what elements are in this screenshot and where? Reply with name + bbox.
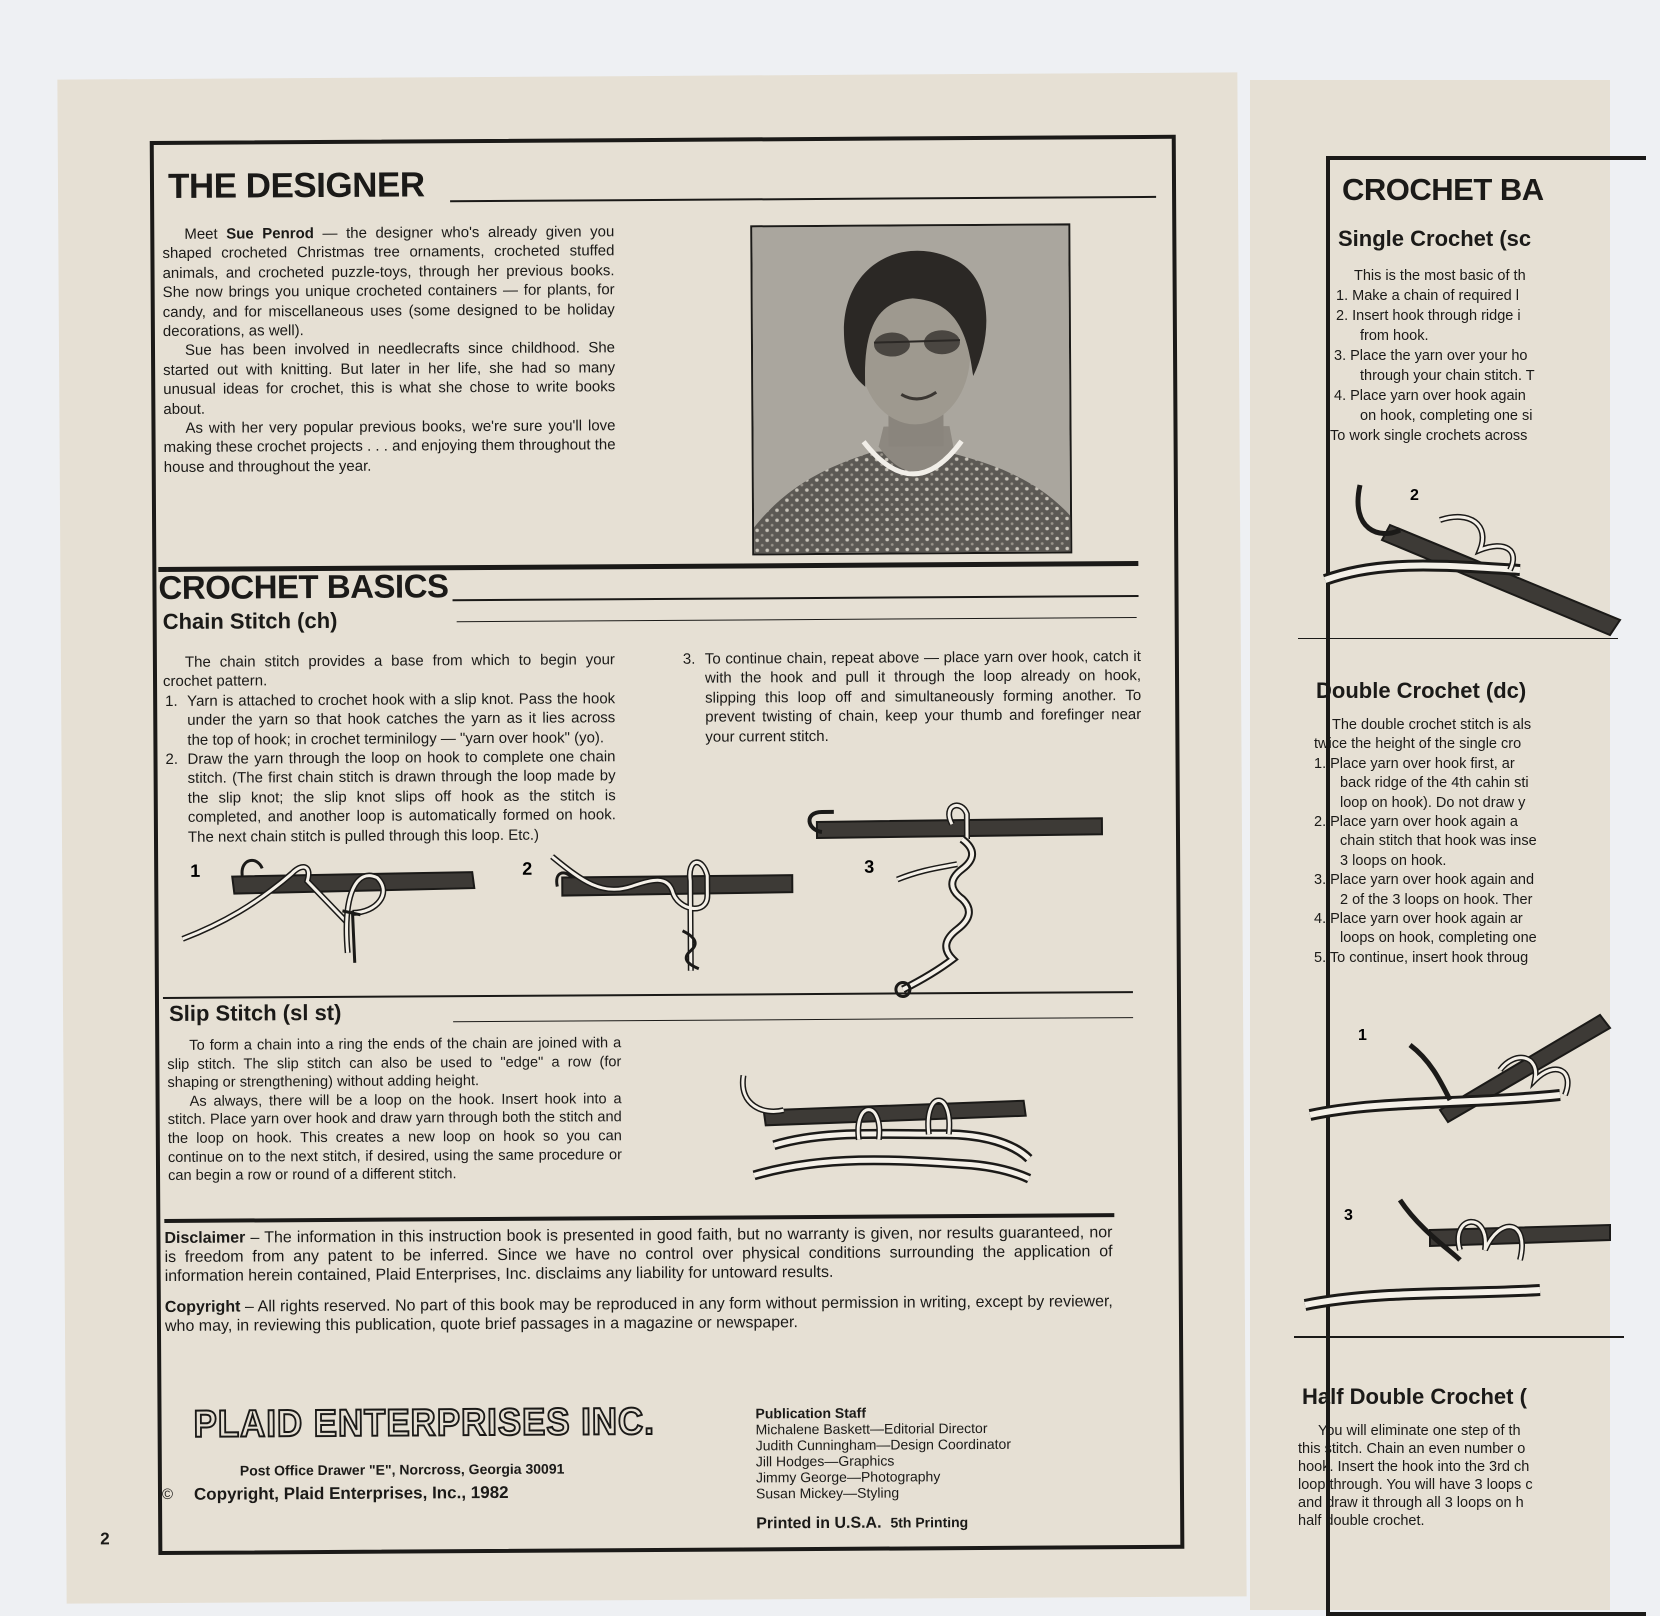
chain-stitch-figures bbox=[162, 798, 1143, 1014]
chain-fig-label-2: 2 bbox=[522, 858, 533, 879]
chain-fig-label-3: 3 bbox=[864, 856, 875, 877]
designer-paragraph-2: Sue has been involved in needlecrafts since childhood. She started out with knitting. But later in her life, she had so many unusual ideas for crochet, this is what she chose to write books about. bbox=[163, 339, 616, 418]
single-crochet-text: This is the most basic of th 1. Make a chain of required l 2. Insert hook through ridge i from hook. 3. Place the yarn over your ho through your chain stitch. T 4. Place yarn over hook again on hook, completing one si To work single crochets across bbox=[1330, 268, 1535, 444]
basics-heading: CROCHET BASICS bbox=[158, 567, 449, 607]
chain-text-right bbox=[681, 647, 1142, 747]
disclaimer: Disclaimer – The information in this instruction book is presented in good faith, but no warranty is given, nor results guaranteed, nor is freedom from any patent to be inferred. Since we have no control over physical conditions surrounding the application of information herein contained, Plaid Enterprises, Inc. disclaims any liability for untoward results. bbox=[164, 1224, 1113, 1285]
slip-paragraph-2: As always, there will be a loop on the hook. Insert hook into a stitch. Place yarn over hook and draw yarn through both the stitch and the loop on hook. This creates a new loop on hook so you can continue on to the next stitch, if desired, using the same procedure or can begin a row or round of a different stitch. bbox=[167, 1090, 622, 1185]
single-crochet-figure bbox=[1320, 470, 1610, 640]
chain-step: 2. Draw the yarn through the loop on hook to complete one chain stitch. (The first chain stitch is drawn through the loop made by the slip knot; the slip knot slips off hook as the stitch is completed, and another loop is automatically formed on hook. The next chain stitch is pulled through this loop. Etc.) bbox=[165, 748, 616, 846]
designer-name: Sue Penrod bbox=[226, 225, 314, 243]
staff-member: Susan Mickey—Styling bbox=[755, 1484, 900, 1502]
single-crochet-title: Single Crochet (sc bbox=[1338, 226, 1532, 251]
publication-staff bbox=[755, 1404, 1011, 1502]
legal-text bbox=[164, 1223, 1113, 1336]
slip-text bbox=[167, 1034, 622, 1186]
svg-text:2: 2 bbox=[1410, 487, 1419, 504]
staff-title: Publication Staff bbox=[755, 1404, 867, 1422]
page-number: 2 bbox=[100, 1529, 110, 1549]
chain-stitch-title: Chain Stitch (ch) bbox=[162, 607, 338, 634]
chain-figure-2 bbox=[552, 855, 793, 971]
left-page bbox=[57, 72, 1246, 1603]
double-crochet-title: Double Crochet (dc) bbox=[1316, 678, 1527, 703]
slip-paragraph-1: To form a chain into a ring the ends of the chain are joined with a slip stitch. The slip stitch can also be used to "edge" a row (for shaping or strengthening) without adding height. bbox=[167, 1035, 622, 1092]
right-rule-2 bbox=[1294, 1336, 1624, 1338]
staff-member: Jimmy George—Photography bbox=[755, 1468, 941, 1486]
copyright-notice: Copyright – All rights reserved. No part of this book may be reproduced in any form without permission in writing, except by reviewer, who may, in reviewing this publication, quote brief passages in a magazine or newspaper. bbox=[164, 1293, 1113, 1335]
designer-heading: THE DESIGNER bbox=[167, 165, 425, 206]
double-crochet-figures bbox=[1300, 1000, 1610, 1330]
designer-paragraph-1: Meet Sue Penrod — the designer who's already given you shaped crocheted Christmas tree ornaments, crocheted stuffed animals, and crocheted puzzle-toys, through her previous books. She now brings you unique crocheted containers — for plants, for candy, and for miscellaneous uses (some designed to be holiday decorations, as well). bbox=[162, 223, 615, 341]
chain-step: 1. Yarn is attached to crochet hook with a slip knot. Pass the hook under the yarn so that hook catches the yarn as it lies across the top of hook; in crochet terminilogy — "yarn over hook" (yo). bbox=[165, 690, 616, 749]
chain-figure-1 bbox=[182, 859, 475, 964]
slip-stitch-figure bbox=[743, 1064, 1044, 1196]
double-crochet-text: The double crochet stitch is als twice the height of the single cro 1. Place yarn over hook first, ar back ridge of the 4th cahin sti loop on hook). Do not draw y 2. Place yarn over hook again a chain stitch that hook was inse 3 loops on hook. 3. Place yarn over hook again and 2 of the 3 loops on hook. Ther 4. Place yarn over hook again ar loops on hook, completing one 5. To continue, insert hook throug bbox=[1314, 717, 1537, 966]
chain-step: 3. To continue chain, repeat above — place yarn over hook, catch it with the hook and pull it through the loop already on hook, slipping this loop off and simultaneously forming another. To prevent twisting of chain, keep your thumb and forefinger near your current stitch. bbox=[682, 648, 1142, 746]
chain-figure-3 bbox=[809, 805, 1103, 998]
publisher-copyright: Copyright, Plaid Enterprises, Inc., 1982 bbox=[193, 1482, 509, 1504]
chain-intro: The chain stitch provides a base from which to begin your crochet pattern. bbox=[162, 651, 615, 691]
printed-in: Printed in U.S.A. 5th Printing bbox=[756, 1514, 969, 1533]
half-double-crochet-title: Half Double Crochet ( bbox=[1302, 1384, 1527, 1409]
publisher-address: Post Office Drawer "E", Norcross, Georgia 30091 bbox=[239, 1460, 565, 1479]
staff-member: Jill Hodges—Graphics bbox=[755, 1452, 895, 1470]
chain-steps-right bbox=[681, 647, 1142, 747]
svg-text:3: 3 bbox=[1344, 1207, 1353, 1224]
designer-photo bbox=[750, 223, 1072, 555]
publisher-logo: PLAID ENTERPRISES INC. bbox=[193, 1400, 655, 1446]
svg-text:1: 1 bbox=[1358, 1027, 1367, 1044]
right-page bbox=[1250, 80, 1610, 1610]
staff-member: Judith Cunningham—Design Coordinator bbox=[755, 1435, 1012, 1454]
staff-member: Michalene Baskett—Editorial Director bbox=[755, 1419, 988, 1438]
designer-text bbox=[162, 222, 616, 477]
right-basics-heading: CROCHET BA bbox=[1342, 172, 1544, 207]
portrait-illustration bbox=[752, 225, 1070, 553]
chain-fig-label-1: 1 bbox=[190, 860, 201, 881]
designer-paragraph-3: As with her very popular previous books, we're sure you'll love making these crochet projects . . . and enjoying them throughout the house and throughout the year. bbox=[163, 417, 616, 476]
half-double-crochet-text: You will eliminate one step of th this stitch. Chain an even number o hook. Insert the hook into the 3rd ch loop through. You will have 3 loops c and draw it through all 3 loops on h half double crochet. bbox=[1298, 1423, 1533, 1529]
copyright-symbol: © bbox=[161, 1485, 174, 1504]
right-rule-1 bbox=[1298, 638, 1618, 639]
slip-stitch-title: Slip Stitch (sl st) bbox=[168, 999, 342, 1026]
